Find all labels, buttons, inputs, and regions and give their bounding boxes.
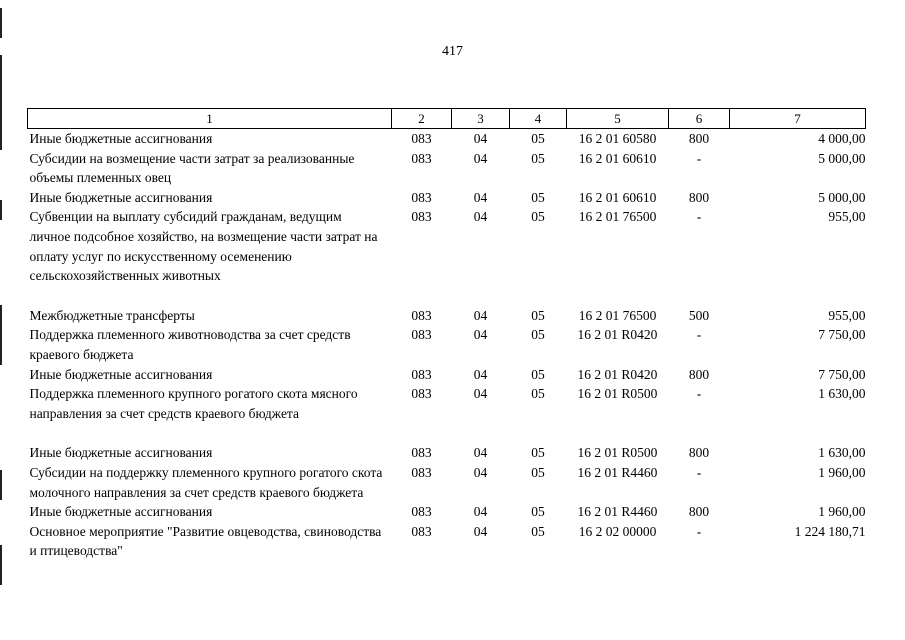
row-rz: 04: [473, 131, 488, 146]
scan-edge-mark: [0, 8, 2, 38]
row-rz: 04: [473, 464, 488, 480]
row-name: Иные бюджетные ассигнования: [29, 445, 213, 461]
row-name: Межбюджетные трансферты: [29, 307, 195, 323]
row-grbs: 083: [411, 445, 432, 461]
row-pr: 05: [531, 504, 545, 520]
row-grbs: 083: [411, 307, 432, 323]
row-pr: 05: [531, 327, 545, 343]
row-grbs: 083: [411, 189, 432, 205]
row-pr: 05: [531, 366, 545, 382]
row-amount: 955,00: [828, 307, 866, 323]
row-grbs: 083: [411, 464, 432, 480]
row-rz: 04: [473, 327, 488, 343]
table-row: [28, 188, 866, 208]
row-csr: 16 2 01 60580: [578, 131, 657, 146]
table-row: [28, 325, 866, 364]
column-header: 2: [392, 109, 452, 129]
row-pr: 05: [531, 189, 545, 205]
row-amount: 5 000,00: [818, 150, 866, 166]
column-header: 1: [28, 109, 392, 129]
row-grbs: 083: [411, 327, 432, 343]
row-vr: 800: [688, 189, 710, 205]
row-pr: 05: [531, 209, 545, 225]
row-grbs: 083: [411, 209, 432, 225]
row-csr: 16 2 01 R4460: [577, 464, 658, 480]
column-header: 6: [669, 109, 730, 129]
table-row: [28, 207, 866, 305]
row-vr: 800: [688, 504, 710, 520]
scan-edge-mark: [0, 55, 2, 150]
row-pr: 05: [531, 131, 545, 146]
row-pr: 05: [531, 307, 545, 323]
page-number: 417: [442, 44, 463, 59]
table-row: [28, 502, 866, 522]
row-name: Субвенции на выплату субсидий гражданам, ведущим личное подсобное хозяйство, на возмещение части затрат на оплату услуг по искусственному осеменению сельскохозяйственных животных: [29, 209, 378, 284]
row-grbs: 083: [411, 386, 432, 402]
row-csr: 16 2 01 76500: [578, 307, 657, 323]
row-pr: 05: [531, 445, 545, 461]
row-pr: 05: [531, 523, 545, 539]
row-name: Иные бюджетные ассигнования: [29, 366, 213, 382]
row-name: Поддержка племенного крупного рогатого скота мясного направления за счет средств краевого бюджета: [29, 386, 358, 421]
column-header: 7: [730, 109, 866, 129]
row-rz: 04: [473, 504, 488, 520]
row-name: Иные бюджетные ассигнования: [29, 189, 213, 205]
row-grbs: 083: [411, 504, 432, 520]
row-csr: 16 2 01 R0420: [577, 366, 658, 382]
row-rz: 04: [473, 189, 488, 205]
row-grbs: 083: [411, 150, 432, 166]
row-rz: 04: [473, 366, 488, 382]
row-pr: 05: [531, 464, 545, 480]
scan-edge-mark: [0, 200, 2, 220]
row-amount: 7 750,00: [818, 327, 866, 343]
row-grbs: 083: [411, 523, 432, 539]
row-vr: -: [696, 523, 702, 539]
table-row: [28, 443, 866, 463]
row-amount: 1 630,00: [818, 386, 866, 402]
scan-edge-mark: [0, 545, 2, 585]
row-vr: -: [696, 327, 702, 343]
row-csr: 16 2 01 76500: [578, 209, 657, 225]
row-rz: 04: [473, 386, 488, 402]
column-header: 4: [510, 109, 567, 129]
table-row: [28, 149, 866, 188]
row-rz: 04: [473, 209, 488, 225]
row-csr: 16 2 01 R4460: [577, 504, 658, 520]
header-row: [28, 109, 866, 129]
row-name: Субсидии на поддержку племенного крупного рогатого скота молочного направления за счет средств краевого бюджета: [29, 464, 383, 500]
row-pr: 05: [531, 150, 545, 166]
row-vr: 800: [688, 366, 710, 382]
row-rz: 04: [473, 445, 488, 461]
row-grbs: 083: [411, 366, 432, 382]
row-csr: 16 2 01 R0420: [577, 327, 658, 343]
row-amount: 4 000,00: [818, 131, 866, 146]
row-vr: 800: [688, 131, 710, 146]
row-grbs: 083: [411, 131, 432, 146]
row-pr: 05: [531, 386, 545, 402]
row-name: Субсидии на возмещение части затрат за реализованные объемы племенных овец: [29, 150, 355, 186]
row-amount: 1 960,00: [818, 464, 866, 480]
row-name: Иные бюджетные ассигнования: [29, 504, 213, 520]
row-name: Иные бюджетные ассигнования: [29, 131, 213, 146]
row-amount: 955,00: [828, 209, 866, 225]
row-csr: 16 2 02 00000: [578, 523, 657, 539]
scan-edge-mark: [0, 305, 2, 365]
table-row: [28, 129, 866, 149]
row-rz: 04: [473, 523, 488, 539]
row-vr: -: [696, 464, 702, 480]
table-row: [28, 522, 866, 561]
row-csr: 16 2 01 60610: [578, 189, 657, 205]
column-header: 3: [452, 109, 510, 129]
row-amount: 5 000,00: [818, 189, 866, 205]
column-header: 5: [567, 109, 669, 129]
row-csr: 16 2 01 60610: [578, 150, 657, 166]
row-csr: 16 2 01 R0500: [577, 386, 658, 402]
table-row: [28, 384, 866, 443]
row-rz: 04: [473, 150, 488, 166]
row-vr: 800: [688, 445, 710, 461]
row-vr: 500: [688, 307, 710, 323]
row-amount: 1 960,00: [818, 504, 866, 520]
table-row: [28, 365, 866, 385]
row-name: Поддержка племенного животноводства за счет средств краевого бюджета: [29, 327, 351, 362]
row-amount: 1 224 180,71: [794, 523, 866, 539]
row-csr: 16 2 01 R0500: [577, 445, 658, 461]
row-rz: 04: [473, 307, 488, 323]
table-row: [28, 306, 866, 326]
scan-edge-mark: [0, 470, 2, 500]
row-vr: -: [696, 386, 702, 402]
row-amount: 7 750,00: [818, 366, 866, 382]
budget-table: [27, 108, 866, 561]
row-vr: -: [696, 150, 702, 166]
row-name: Основное мероприятие "Развитие овцеводства, свиноводства и птицеводства": [29, 523, 382, 559]
row-amount: 1 630,00: [818, 445, 866, 461]
row-vr: -: [696, 209, 702, 225]
table-row: [28, 463, 866, 502]
